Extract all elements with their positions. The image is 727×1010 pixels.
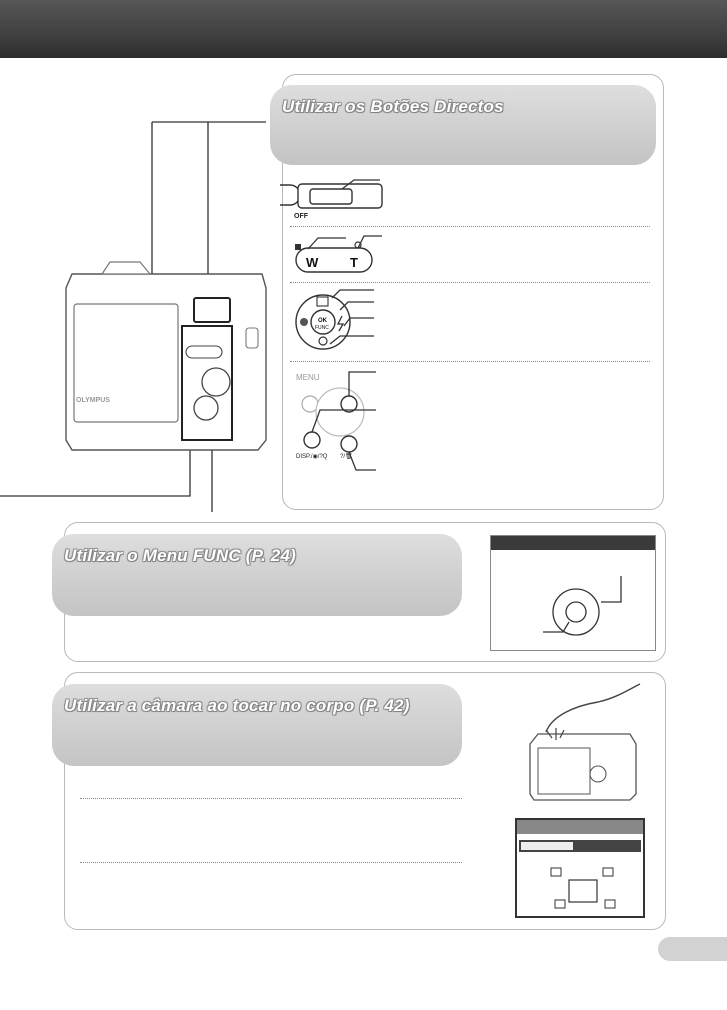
off-label: OFF [294,213,308,220]
direct-buttons-title: Utilizar os Botões Directos [282,97,504,116]
disp-label: DISP./◉/?Q [296,454,328,460]
func-label: FUNC [315,325,329,331]
separator-4 [80,798,462,799]
tap-hand-illustration [520,682,656,802]
tap-control-title: Utilizar a câmara ao tocar no corpo (P. 42) [64,696,410,715]
menu-key-label: MENU [296,373,320,382]
separator-3 [290,361,650,362]
tap-screen-menu-selected [521,842,573,850]
camera-brand-label: OLYMPUS [76,397,110,404]
zoom-t-label: T [350,255,358,270]
top-banner [0,0,727,58]
func-arrow-pad-icon [531,566,651,646]
separator-2 [290,282,650,283]
shutter-button-illustration [280,176,390,222]
separator-5 [80,862,462,863]
direct-buttons-title-bar [270,85,656,165]
arrow-pad-illustration [288,284,384,358]
tap-control-title-bar [52,684,462,766]
zoom-w-label: W [306,255,319,270]
separator-1 [290,226,650,227]
buttons-illustration [290,366,390,486]
page-number-tab [658,937,727,961]
zoom-lever-illustration [286,232,386,278]
tap-screen-camera-icon [547,866,627,912]
delete-label: ?/🗑 [340,454,353,460]
func-callout-box [490,535,656,651]
func-menu-title: Utilizar o Menu FUNC (P. 24) [64,546,296,565]
camera-body-illustration [0,108,290,520]
func-menu-title-bar [52,534,462,616]
tap-screen-header [517,820,643,834]
ok-label: OK [318,318,327,324]
func-callout-header [491,536,655,550]
tap-screen-illustration [515,818,645,918]
